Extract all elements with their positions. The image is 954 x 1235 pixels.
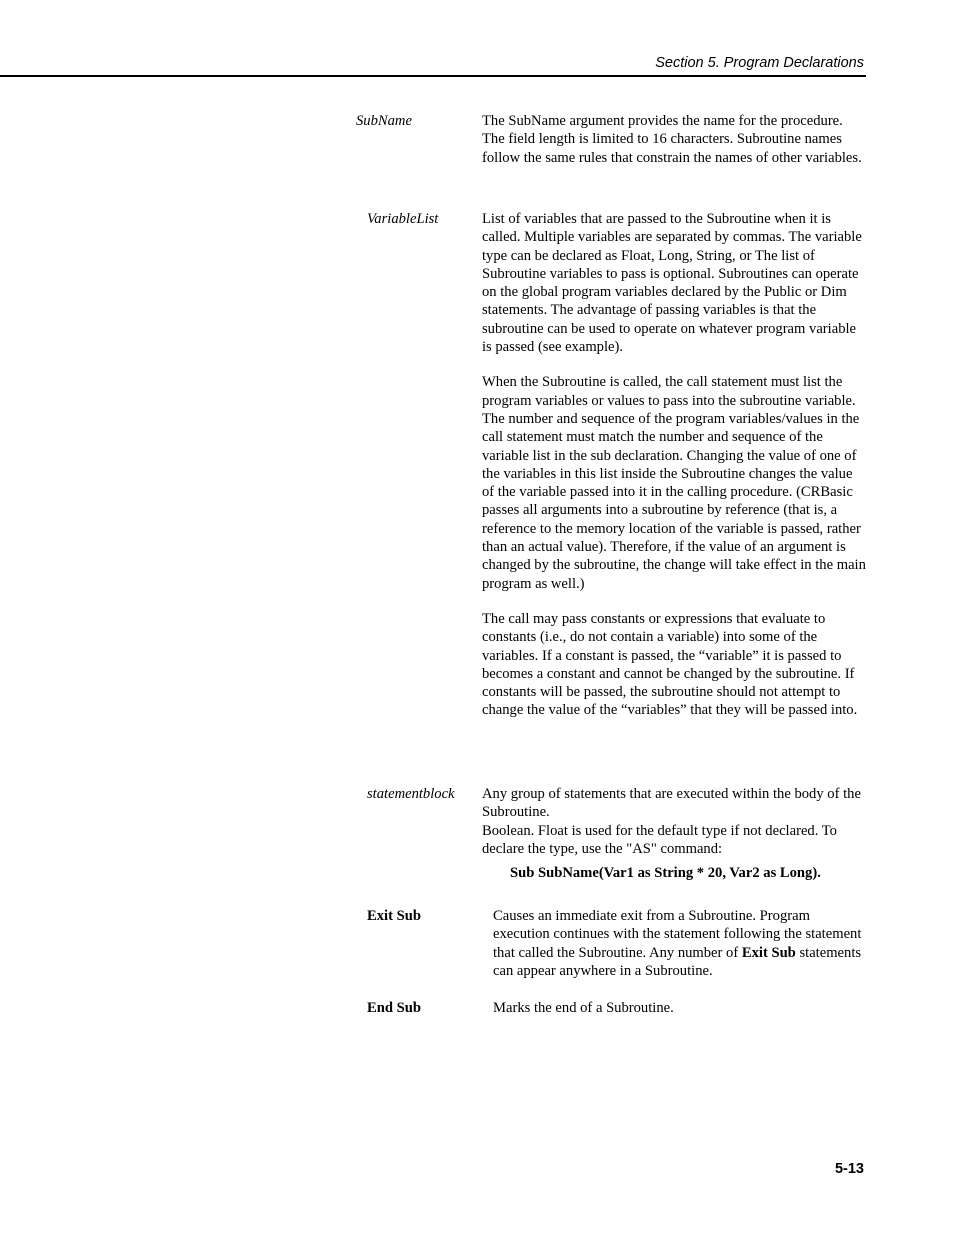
desc-exitsub-a: Causes an immediate exit from a Subroutine. Program execution continues with the statement following the statement that called the Subroutine. Any number of [493,908,862,961]
desc-exitsub [493,907,868,980]
desc-exitsub-b: statements can appear anywhere in a Subroutine. [493,944,862,979]
desc-subname [482,112,868,167]
desc-variablelist [482,210,868,720]
term-variablelist: VariableList [367,211,439,227]
desc-variablelist-p1: List of variables that are passed to the Subroutine when it is called. Multiple variables are separated by commas. The variable type can be declared as Float, Long, String, or The list of Subroutine variables to pass is optional. Subroutines can operate on the global program variables declared by the Public or Dim statements. The advantage of passing variables is that the subroutine can be used to operate on whatever program variable is passed (see example). [482,211,862,356]
desc-endsub-text: Marks the end of a Subroutine. [493,1000,674,1016]
term-endsub: End Sub [367,1000,421,1016]
desc-statementblock [482,785,868,858]
desc-variablelist-p3: The call may pass constants or expressions that evaluate to constants (i.e., do not contain a variable) into some of the variables. If a constant is passed, the “variable” it is passed to becomes a constant and cannot be changed by the subroutine. If constants will be passed, the subroutine should not attempt to change the value of the “variables” that they will be passed into. [482,610,858,719]
code-example: Sub SubName(Var1 as String * 20, Var2 as Long). [510,865,821,881]
term-subname: SubName [356,113,412,129]
header-rule [0,75,866,77]
term-statementblock: statementblock [367,786,455,802]
desc-subname-text: The SubName argument provides the name for the procedure. The field length is limited to 16 characters. Subroutine names follow the same rules that constrain the names of other variables. [482,113,862,166]
term-exitsub: Exit Sub [367,908,421,924]
desc-variablelist-p2: When the Subroutine is called, the call statement must list the program variables or values to pass into the subroutine variable. The number and sequence of the program variables/values in the call statement must match the number and sequence of the variable list in the sub declaration. Changing the value of one of the variables in this list inside the Subroutine changes the value of the variable passed into it in the calling procedure. (CRBasic passes all arguments into a subroutine by reference (that is, a reference to the memory location of the variable is passed, rather than an actual value). Therefore, if the value of an argument is changed by the subroutine, the change will take effect in the main program as well.) [482,374,866,592]
desc-statementblock-2: Boolean. Float is used for the default type if not declared. To declare the type, use the "AS" command: [482,822,837,857]
desc-exitsub-bold: Exit Sub [741,944,796,961]
desc-statementblock-1: Any group of statements that are executed within the body of the Subroutine. [482,786,861,821]
desc-exitsub-text [493,907,868,980]
page-number: 5-13 [834,1161,864,1177]
desc-endsub [493,999,868,1017]
section-header: Section 5. Program Declarations [655,55,864,71]
